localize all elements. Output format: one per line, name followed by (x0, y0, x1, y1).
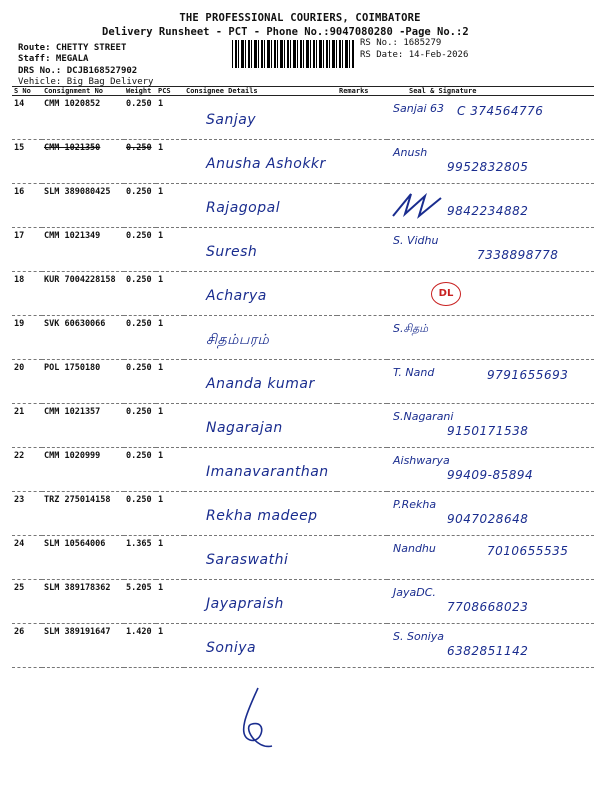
cell-remarks (337, 228, 387, 272)
cell-consignee (184, 624, 337, 668)
signature-text: S. Soniya (393, 630, 444, 643)
dl-stamp: DL (431, 282, 461, 306)
table-header-row (12, 87, 594, 96)
table-row (12, 448, 594, 492)
table-row (12, 140, 594, 184)
cell-weight: 0.250 (124, 184, 156, 228)
cell-consignee (184, 360, 337, 404)
signature-text: S. Vidhu (393, 234, 439, 247)
cell-consignee (184, 580, 337, 624)
cell-weight: 0.250 (124, 404, 156, 448)
cell-consignee (184, 228, 337, 272)
col-signature: Seal & Signature (387, 87, 594, 96)
cell-signature (387, 624, 594, 668)
cell-signature (387, 184, 594, 228)
cell-consignment: SLM 10564006 (42, 536, 124, 580)
vehicle-label: Vehicle: Big Bag Delivery (18, 77, 154, 87)
signature-scribble (391, 190, 451, 220)
table-row (12, 184, 594, 228)
cell-sno: 25 (12, 580, 42, 624)
cell-pcs: 1 (156, 316, 184, 360)
signature-text: Nandhu (393, 542, 436, 555)
consignee-handwritten: Anusha Ashokkr (206, 156, 326, 172)
signature-text: P.Rekha (393, 498, 437, 511)
cell-signature (387, 272, 594, 316)
table-row (12, 536, 594, 580)
consignee-handwritten: Ananda kumar (206, 376, 315, 392)
cell-consignee (184, 316, 337, 360)
consignee-handwritten: Saraswathi (206, 552, 289, 568)
cell-weight: 1.420 (124, 624, 156, 668)
cell-consignment: SVK 60630066 (42, 316, 124, 360)
phone-number: 7010655535 (487, 544, 569, 558)
cell-signature (387, 140, 594, 184)
signature-text: T. Nand (393, 366, 435, 379)
consignee-handwritten: சிதம்பரம் (206, 332, 270, 348)
cell-consignee (184, 536, 337, 580)
cell-consignment: TRZ 275014158 (42, 492, 124, 536)
drs-number: DRS No.: DCJB168527902 (18, 66, 138, 76)
consignee-handwritten: Acharya (206, 288, 267, 304)
phone-number: 7338898778 (477, 248, 559, 262)
cell-remarks (337, 96, 387, 140)
cell-weight: 0.250 (124, 492, 156, 536)
cell-weight: 0.250 (124, 228, 156, 272)
cell-pcs: 1 (156, 536, 184, 580)
cell-sno: 20 (12, 360, 42, 404)
cell-remarks (337, 492, 387, 536)
cell-signature (387, 316, 594, 360)
signature-text: JayaDC. (393, 586, 436, 599)
cell-sno: 19 (12, 316, 42, 360)
route-label: Route: CHETTY STREET (18, 43, 127, 53)
consignee-handwritten: Jayapraish (206, 596, 284, 612)
cell-sno: 24 (12, 536, 42, 580)
cell-signature (387, 536, 594, 580)
signature-text: Anush (393, 146, 428, 159)
cell-sno: 26 (12, 624, 42, 668)
cell-remarks (337, 316, 387, 360)
col-consignment: Consignment No (42, 87, 124, 96)
phone-number: C 374564776 (457, 104, 544, 118)
cell-weight: 0.250 (124, 448, 156, 492)
phone-number: 9842234882 (447, 204, 529, 218)
cell-pcs: 1 (156, 228, 184, 272)
rs-number: RS No.: 1685279 (360, 38, 442, 48)
cell-weight: 0.250 (124, 96, 156, 140)
cell-sno: 21 (12, 404, 42, 448)
cell-remarks (337, 624, 387, 668)
cell-consignee (184, 404, 337, 448)
cell-consignee (184, 272, 337, 316)
cell-remarks (337, 536, 387, 580)
cell-sno: 17 (12, 228, 42, 272)
cell-pcs: 1 (156, 360, 184, 404)
cell-signature (387, 404, 594, 448)
table-row (12, 580, 594, 624)
cell-pcs: 1 (156, 404, 184, 448)
phone-number: 6382851142 (447, 644, 529, 658)
phone-number: 7708668023 (447, 600, 529, 614)
cell-weight: 1.365 (124, 536, 156, 580)
cell-weight: 0.250 (124, 316, 156, 360)
cell-remarks (337, 580, 387, 624)
cell-pcs: 1 (156, 492, 184, 536)
cell-consignee (184, 448, 337, 492)
cell-remarks (337, 360, 387, 404)
cell-pcs: 1 (156, 140, 184, 184)
table-row (12, 316, 594, 360)
cell-pcs: 1 (156, 580, 184, 624)
cell-consignee (184, 492, 337, 536)
col-weight: Weight (124, 87, 156, 96)
cell-signature (387, 580, 594, 624)
cell-pcs: 1 (156, 272, 184, 316)
table-row (12, 272, 594, 316)
cell-consignee (184, 96, 337, 140)
phone-number: 9150171538 (447, 424, 529, 438)
cell-sno: 15 (12, 140, 42, 184)
cell-consignment: KUR 7004228158 (42, 272, 124, 316)
cell-consignment: CMM 1020852 (42, 96, 124, 140)
table-row (12, 360, 594, 404)
col-remarks: Remarks (337, 87, 387, 96)
consignee-handwritten: Sanjay (206, 112, 257, 128)
cell-remarks (337, 404, 387, 448)
cell-consignment: SLM 389080425 (42, 184, 124, 228)
cell-consignment: CMM 1021357 (42, 404, 124, 448)
cell-sno: 16 (12, 184, 42, 228)
table-row (12, 492, 594, 536)
cell-consignment: SLM 389191647 (42, 624, 124, 668)
phone-number: 9952832805 (447, 160, 529, 174)
cell-consignment: CMM 1021349 (42, 228, 124, 272)
cell-consignment: SLM 389178362 (42, 580, 124, 624)
signature-text: Aishwarya (393, 454, 450, 467)
table-row (12, 404, 594, 448)
table-row (12, 228, 594, 272)
table-row (12, 624, 594, 668)
cell-weight: 0.250 (124, 360, 156, 404)
col-pcs: PCS (156, 87, 184, 96)
cell-pcs: 1 (156, 184, 184, 228)
company-title: THE PROFESSIONAL COURIERS, COIMBATORE (179, 12, 421, 24)
cell-consignment: CMM 1020999 (42, 448, 124, 492)
cell-remarks (337, 448, 387, 492)
cell-pcs: 1 (156, 96, 184, 140)
cell-remarks (337, 184, 387, 228)
cell-pcs: 1 (156, 624, 184, 668)
col-sno: S No (12, 87, 42, 96)
cell-consignee (184, 140, 337, 184)
cell-consignee (184, 184, 337, 228)
cell-signature (387, 96, 594, 140)
cell-sno: 14 (12, 96, 42, 140)
col-consignee: Consignee Details (184, 87, 337, 96)
cell-signature (387, 448, 594, 492)
signature-text: S.Nagarani (393, 410, 454, 423)
phone-number: 9791655693 (487, 368, 569, 382)
staff-signature-scribble (228, 680, 278, 760)
consignee-handwritten: Rekha madeep (206, 508, 318, 524)
phone-number: 99409-85894 (447, 468, 534, 482)
consignee-handwritten: Imanavaranthan (206, 464, 329, 480)
cell-consignment: POL 1750180 (42, 360, 124, 404)
staff-label: Staff: MEGALA (18, 54, 89, 64)
cell-pcs: 1 (156, 448, 184, 492)
consignee-handwritten: Suresh (206, 244, 258, 260)
barcode (232, 40, 354, 68)
cell-remarks (337, 272, 387, 316)
cell-sno: 18 (12, 272, 42, 316)
runsheet-subtitle: Delivery Runsheet - PCT - Phone No.:9047080280 -Page No.:2 (102, 26, 469, 38)
signature-text: S.சிதம் (393, 322, 429, 335)
cell-sno: 23 (12, 492, 42, 536)
cell-remarks (337, 140, 387, 184)
cell-signature (387, 360, 594, 404)
signature-text: Sanjai 63 (393, 102, 445, 115)
table-row (12, 96, 594, 140)
phone-number: 9047028648 (447, 512, 529, 526)
consignee-handwritten: Soniya (206, 640, 257, 656)
consignee-handwritten: Rajagopal (206, 200, 281, 216)
runsheet-table (12, 86, 594, 668)
cell-weight: 0.250 (124, 272, 156, 316)
rs-date: RS Date: 14-Feb-2026 (360, 50, 469, 60)
cell-signature (387, 228, 594, 272)
cell-consignment: CMM 1021350 (42, 140, 124, 184)
consignee-handwritten: Nagarajan (206, 420, 283, 436)
cell-sno: 22 (12, 448, 42, 492)
cell-weight: 0.250 (124, 140, 156, 184)
cell-signature (387, 492, 594, 536)
cell-weight: 5.205 (124, 580, 156, 624)
